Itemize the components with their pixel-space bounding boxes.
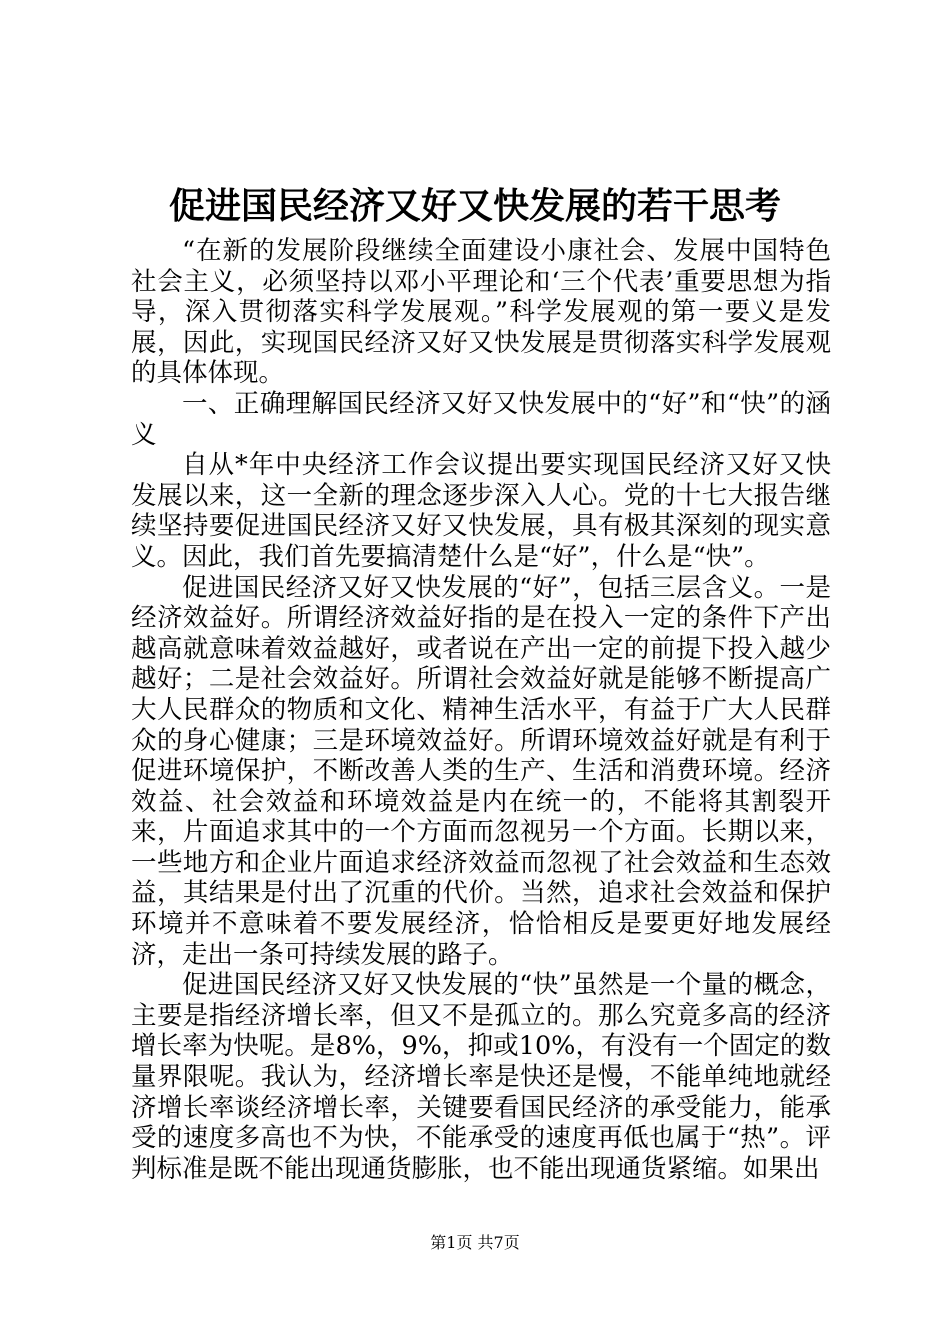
paragraph-fast-meaning: 促进国民经济又好又快发展的“快”虽然是一个量的概念，主要是指经济增长率，但又不是孤立的。那么究竟多高的经济增长率为快呢。是8%，9%，抑或10%，有没有一个固定的数量界限呢。我认为，经济增长率是快还是慢，不能单纯地就经济增长率谈经济增长率，关键要看国民经济的承受能力，能承受的速度多高也不为快，不能承受的速度再低也属于“热”。评判标准是既不能出现通货膨胀，也不能出现通货紧缩。如果出 [131,970,831,1184]
section-heading-1: 一、正确理解国民经济又好又快发展中的“好”和“快”的涵义 [131,388,831,450]
page-number-footer: 第1页 共7页 [430,1233,520,1252]
document-body [131,236,831,1184]
paragraph-intro: “在新的发展阶段继续全面建设小康社会、发展中国特色社会主义，必须坚持以邓小平理论和‘三个代表’重要思想为指导，深入贯彻落实科学发展观。”科学发展观的第一要义是发展，因此，实现国民经济又好又快发展是贯彻落实科学发展观的具体体现。 [131,236,831,389]
paragraph-good-meaning: 促进国民经济又好又快发展的“好”，包括三层含义。一是经济效益好。所谓经济效益好指的是在投入一定的条件下产出越高就意味着效益越好，或者说在产出一定的前提下投入越少越好；二是社会效益好。所谓社会效益好就是能够不断提高广大人民群众的物质和文化、精神生活水平，有益于广大人民群众的身心健康；三是环境效益好。所谓环境效益好就是有利于促进环境保护，不断改善人类的生产、生活和消费环境。经济效益、社会效益和环境效益是内在统一的，不能将其割裂开来，片面追求其中的一个方面而忽视另一个方面。长期以来，一些地方和企业片面追求经济效益而忽视了社会效益和生态效益，其结果是付出了沉重的代价。当然，追求社会效益和保护环境并不意味着不要发展经济，恰恰相反是要更好地发展经济，走出一条可持续发展的路子。 [131,572,831,970]
document-title: 促进国民经济又好又快发展的若干思考 [168,186,781,227]
paragraph-background: 自从*年中央经济工作会议提出要实现国民经济又好又快发展以来，这一全新的理念逐步深入人心。党的十七大报告继续坚持要促进国民经济又好又快发展，具有极其深刻的现实意义。因此，我们首先要搞清楚什么是“好”，什么是“快”。 [131,450,831,572]
